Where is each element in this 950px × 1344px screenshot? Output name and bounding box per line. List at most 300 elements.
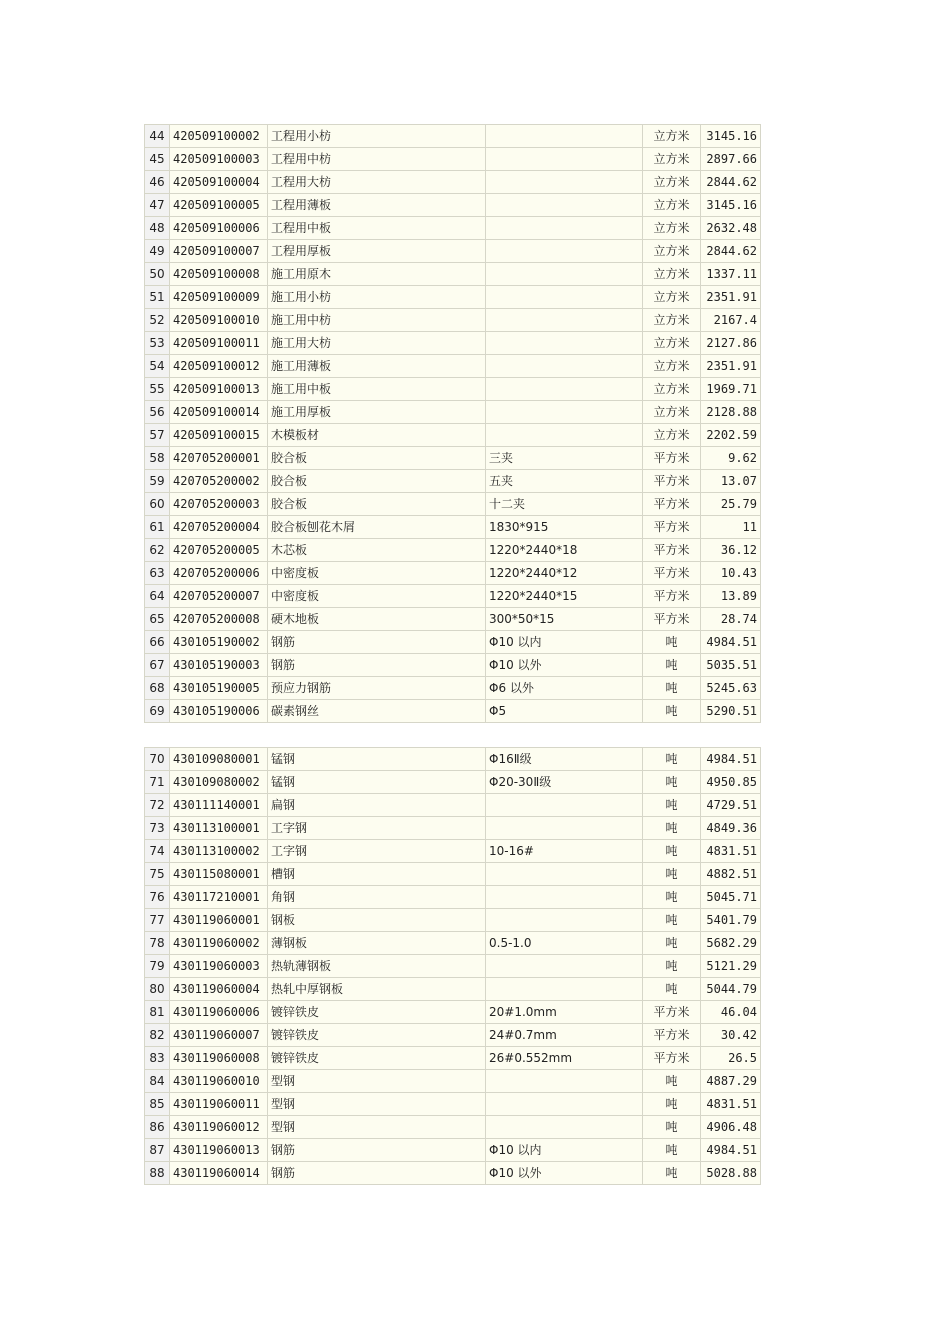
material-name: 施工用薄板 <box>268 355 486 378</box>
material-name: 钢板 <box>268 909 486 932</box>
row-number: 45 <box>145 148 170 171</box>
material-name: 镀锌铁皮 <box>268 1024 486 1047</box>
material-code: 430115080001 <box>170 863 268 886</box>
material-spec <box>486 332 643 355</box>
unit-price: 1337.11 <box>701 263 761 286</box>
unit-price: 3145.16 <box>701 125 761 148</box>
unit-price: 11 <box>701 516 761 539</box>
row-number: 54 <box>145 355 170 378</box>
unit-price: 30.42 <box>701 1024 761 1047</box>
material-name: 碳素钢丝 <box>268 700 486 723</box>
unit-price: 4984.51 <box>701 631 761 654</box>
unit-price: 9.62 <box>701 447 761 470</box>
table-row <box>145 608 761 631</box>
material-code: 430105190002 <box>170 631 268 654</box>
table-row <box>145 424 761 447</box>
material-code: 430105190005 <box>170 677 268 700</box>
row-number: 60 <box>145 493 170 516</box>
material-spec <box>486 794 643 817</box>
material-name: 中密度板 <box>268 585 486 608</box>
row-number: 57 <box>145 424 170 447</box>
material-spec: 10-16# <box>486 840 643 863</box>
unit: 立方米 <box>643 217 701 240</box>
table-body <box>145 125 761 723</box>
material-code: 430119060002 <box>170 932 268 955</box>
material-name: 锰钢 <box>268 748 486 771</box>
unit: 立方米 <box>643 332 701 355</box>
material-name: 型钢 <box>268 1093 486 1116</box>
material-spec: Φ10 以外 <box>486 1162 643 1185</box>
row-number: 61 <box>145 516 170 539</box>
material-name: 工字钢 <box>268 817 486 840</box>
table-row <box>145 794 761 817</box>
table-row <box>145 1162 761 1185</box>
row-number: 86 <box>145 1116 170 1139</box>
material-spec: 1220*2440*18 <box>486 539 643 562</box>
material-name: 施工用小枋 <box>268 286 486 309</box>
material-name: 胶合板刨花木屑 <box>268 516 486 539</box>
unit: 吨 <box>643 794 701 817</box>
unit: 吨 <box>643 771 701 794</box>
table-row <box>145 1024 761 1047</box>
material-name: 工程用中板 <box>268 217 486 240</box>
unit-price: 2897.66 <box>701 148 761 171</box>
unit-price: 2167.4 <box>701 309 761 332</box>
unit-price: 4882.51 <box>701 863 761 886</box>
material-code: 430109080002 <box>170 771 268 794</box>
material-code: 430117210001 <box>170 886 268 909</box>
unit-price: 2202.59 <box>701 424 761 447</box>
unit: 立方米 <box>643 309 701 332</box>
material-spec <box>486 401 643 424</box>
material-name: 镀锌铁皮 <box>268 1001 486 1024</box>
material-spec: Φ10 以内 <box>486 1139 643 1162</box>
material-name: 硬木地板 <box>268 608 486 631</box>
table-row <box>145 194 761 217</box>
row-number: 68 <box>145 677 170 700</box>
material-name: 工程用厚板 <box>268 240 486 263</box>
table-row <box>145 401 761 424</box>
unit-price: 4906.48 <box>701 1116 761 1139</box>
unit-price: 5035.51 <box>701 654 761 677</box>
row-number: 83 <box>145 1047 170 1070</box>
material-spec <box>486 1093 643 1116</box>
table-row <box>145 909 761 932</box>
material-spec: 1830*915 <box>486 516 643 539</box>
unit-price: 5121.29 <box>701 955 761 978</box>
table-row <box>145 562 761 585</box>
material-code: 430113100002 <box>170 840 268 863</box>
material-name: 钢筋 <box>268 654 486 677</box>
table-row <box>145 263 761 286</box>
material-spec: Φ10 以外 <box>486 654 643 677</box>
material-code: 420509100014 <box>170 401 268 424</box>
unit: 吨 <box>643 978 701 1001</box>
row-number: 78 <box>145 932 170 955</box>
material-code: 430119060012 <box>170 1116 268 1139</box>
material-name: 型钢 <box>268 1116 486 1139</box>
unit: 平方米 <box>643 516 701 539</box>
unit-price: 4950.85 <box>701 771 761 794</box>
material-name: 施工用大枋 <box>268 332 486 355</box>
unit: 吨 <box>643 654 701 677</box>
unit: 立方米 <box>643 194 701 217</box>
material-spec: 20#1.0mm <box>486 1001 643 1024</box>
unit-price: 2127.86 <box>701 332 761 355</box>
table-row <box>145 748 761 771</box>
table-row <box>145 1139 761 1162</box>
material-name: 薄钢板 <box>268 932 486 955</box>
table-row <box>145 355 761 378</box>
material-code: 430105190006 <box>170 700 268 723</box>
material-name: 胶合板 <box>268 447 486 470</box>
material-spec <box>486 378 643 401</box>
row-number: 66 <box>145 631 170 654</box>
row-number: 73 <box>145 817 170 840</box>
unit-price: 46.04 <box>701 1001 761 1024</box>
unit: 立方米 <box>643 424 701 447</box>
material-name: 热轧中厚钢板 <box>268 978 486 1001</box>
unit: 平方米 <box>643 493 701 516</box>
table-row <box>145 771 761 794</box>
unit: 立方米 <box>643 286 701 309</box>
material-name: 扁钢 <box>268 794 486 817</box>
unit: 吨 <box>643 1070 701 1093</box>
table-row <box>145 217 761 240</box>
material-spec <box>486 309 643 332</box>
material-spec: Φ5 <box>486 700 643 723</box>
unit: 吨 <box>643 748 701 771</box>
material-spec: Φ6 以外 <box>486 677 643 700</box>
row-number: 88 <box>145 1162 170 1185</box>
row-number: 50 <box>145 263 170 286</box>
table-row <box>145 863 761 886</box>
unit-price: 5028.88 <box>701 1162 761 1185</box>
material-name: 木芯板 <box>268 539 486 562</box>
unit: 平方米 <box>643 608 701 631</box>
material-code: 420509100008 <box>170 263 268 286</box>
material-name: 钢筋 <box>268 631 486 654</box>
table-row <box>145 886 761 909</box>
table-row <box>145 1070 761 1093</box>
material-spec: 0.5-1.0 <box>486 932 643 955</box>
material-code: 430105190003 <box>170 654 268 677</box>
material-name: 木模板材 <box>268 424 486 447</box>
row-number: 80 <box>145 978 170 1001</box>
row-number: 52 <box>145 309 170 332</box>
unit-price: 5245.63 <box>701 677 761 700</box>
material-spec <box>486 240 643 263</box>
material-code: 430119060004 <box>170 978 268 1001</box>
unit: 吨 <box>643 700 701 723</box>
material-spec <box>486 171 643 194</box>
unit-price: 4984.51 <box>701 1139 761 1162</box>
unit: 立方米 <box>643 240 701 263</box>
unit: 平方米 <box>643 562 701 585</box>
material-spec <box>486 263 643 286</box>
unit: 吨 <box>643 886 701 909</box>
material-code: 420509100004 <box>170 171 268 194</box>
table-row <box>145 1116 761 1139</box>
material-name: 工字钢 <box>268 840 486 863</box>
unit: 立方米 <box>643 401 701 424</box>
row-number: 56 <box>145 401 170 424</box>
material-spec <box>486 886 643 909</box>
row-number: 67 <box>145 654 170 677</box>
unit: 吨 <box>643 631 701 654</box>
material-spec: 五夹 <box>486 470 643 493</box>
material-code: 420509100013 <box>170 378 268 401</box>
unit-price: 28.74 <box>701 608 761 631</box>
unit-price: 3145.16 <box>701 194 761 217</box>
row-number: 48 <box>145 217 170 240</box>
unit: 立方米 <box>643 355 701 378</box>
material-code: 430119060001 <box>170 909 268 932</box>
table-row <box>145 840 761 863</box>
unit: 立方米 <box>643 171 701 194</box>
table-row <box>145 539 761 562</box>
unit: 立方米 <box>643 148 701 171</box>
unit: 吨 <box>643 840 701 863</box>
row-number: 87 <box>145 1139 170 1162</box>
material-code: 420509100010 <box>170 309 268 332</box>
row-number: 76 <box>145 886 170 909</box>
unit-price: 25.79 <box>701 493 761 516</box>
unit-price: 4729.51 <box>701 794 761 817</box>
table-row <box>145 332 761 355</box>
material-name: 施工用原木 <box>268 263 486 286</box>
unit-price: 5682.29 <box>701 932 761 955</box>
material-code: 430109080001 <box>170 748 268 771</box>
table-row <box>145 286 761 309</box>
unit: 吨 <box>643 955 701 978</box>
unit: 吨 <box>643 863 701 886</box>
price-table-bottom <box>144 747 761 1185</box>
unit-price: 5045.71 <box>701 886 761 909</box>
unit-price: 13.89 <box>701 585 761 608</box>
row-number: 53 <box>145 332 170 355</box>
material-spec: 三夹 <box>486 447 643 470</box>
material-spec <box>486 125 643 148</box>
unit-price: 36.12 <box>701 539 761 562</box>
material-name: 钢筋 <box>268 1162 486 1185</box>
material-spec: 十二夹 <box>486 493 643 516</box>
material-code: 420509100002 <box>170 125 268 148</box>
row-number: 75 <box>145 863 170 886</box>
unit: 平方米 <box>643 447 701 470</box>
table-row <box>145 470 761 493</box>
unit: 平方米 <box>643 1047 701 1070</box>
material-name: 槽钢 <box>268 863 486 886</box>
unit: 吨 <box>643 909 701 932</box>
material-code: 430119060014 <box>170 1162 268 1185</box>
row-number: 74 <box>145 840 170 863</box>
unit: 平方米 <box>643 585 701 608</box>
material-code: 420509100006 <box>170 217 268 240</box>
table-row <box>145 585 761 608</box>
row-number: 85 <box>145 1093 170 1116</box>
table-row <box>145 654 761 677</box>
material-code: 420509100009 <box>170 286 268 309</box>
material-spec <box>486 863 643 886</box>
material-code: 420705200008 <box>170 608 268 631</box>
price-table-top <box>144 124 761 723</box>
unit: 吨 <box>643 677 701 700</box>
material-spec: 24#0.7mm <box>486 1024 643 1047</box>
material-code: 420705200003 <box>170 493 268 516</box>
unit-price: 1969.71 <box>701 378 761 401</box>
table-row <box>145 955 761 978</box>
unit-price: 13.07 <box>701 470 761 493</box>
row-number: 47 <box>145 194 170 217</box>
unit: 平方米 <box>643 470 701 493</box>
unit: 吨 <box>643 1139 701 1162</box>
row-number: 72 <box>145 794 170 817</box>
unit-price: 2844.62 <box>701 240 761 263</box>
material-code: 420705200006 <box>170 562 268 585</box>
material-code: 430119060006 <box>170 1001 268 1024</box>
material-spec <box>486 424 643 447</box>
row-number: 55 <box>145 378 170 401</box>
material-spec: 26#0.552mm <box>486 1047 643 1070</box>
material-name: 胶合板 <box>268 493 486 516</box>
material-code: 420509100005 <box>170 194 268 217</box>
material-name: 中密度板 <box>268 562 486 585</box>
unit: 平方米 <box>643 1001 701 1024</box>
unit: 立方米 <box>643 263 701 286</box>
row-number: 59 <box>145 470 170 493</box>
unit: 吨 <box>643 1093 701 1116</box>
material-code: 430119060007 <box>170 1024 268 1047</box>
material-code: 430119060011 <box>170 1093 268 1116</box>
material-name: 施工用中枋 <box>268 309 486 332</box>
row-number: 51 <box>145 286 170 309</box>
unit-price: 4984.51 <box>701 748 761 771</box>
material-name: 施工用厚板 <box>268 401 486 424</box>
table-row <box>145 125 761 148</box>
table-row <box>145 378 761 401</box>
material-code: 420509100015 <box>170 424 268 447</box>
row-number: 84 <box>145 1070 170 1093</box>
material-spec <box>486 148 643 171</box>
material-code: 420509100003 <box>170 148 268 171</box>
table-row <box>145 148 761 171</box>
material-code: 430111140001 <box>170 794 268 817</box>
material-code: 420705200001 <box>170 447 268 470</box>
material-name: 工程用大枋 <box>268 171 486 194</box>
unit-price: 4849.36 <box>701 817 761 840</box>
unit-price: 2632.48 <box>701 217 761 240</box>
table-row <box>145 1001 761 1024</box>
row-number: 64 <box>145 585 170 608</box>
material-code: 420705200004 <box>170 516 268 539</box>
unit-price: 2128.88 <box>701 401 761 424</box>
material-name: 施工用中板 <box>268 378 486 401</box>
table-row <box>145 1047 761 1070</box>
unit: 立方米 <box>643 378 701 401</box>
material-spec <box>486 1116 643 1139</box>
material-spec <box>486 355 643 378</box>
unit-price: 2844.62 <box>701 171 761 194</box>
material-code: 430119060013 <box>170 1139 268 1162</box>
row-number: 58 <box>145 447 170 470</box>
row-number: 44 <box>145 125 170 148</box>
material-spec <box>486 194 643 217</box>
material-name: 角钢 <box>268 886 486 909</box>
table-row <box>145 240 761 263</box>
material-code: 430119060008 <box>170 1047 268 1070</box>
table-row <box>145 631 761 654</box>
row-number: 71 <box>145 771 170 794</box>
unit: 吨 <box>643 932 701 955</box>
unit-price: 4831.51 <box>701 1093 761 1116</box>
table-row <box>145 677 761 700</box>
row-number: 63 <box>145 562 170 585</box>
table-row <box>145 447 761 470</box>
unit-price: 2351.91 <box>701 355 761 378</box>
material-name: 型钢 <box>268 1070 486 1093</box>
material-code: 420705200005 <box>170 539 268 562</box>
row-number: 69 <box>145 700 170 723</box>
table-row <box>145 516 761 539</box>
table-body <box>145 748 761 1185</box>
unit-price: 5044.79 <box>701 978 761 1001</box>
unit: 吨 <box>643 1116 701 1139</box>
material-name: 胶合板 <box>268 470 486 493</box>
unit: 吨 <box>643 1162 701 1185</box>
unit: 吨 <box>643 817 701 840</box>
material-spec: Φ10 以内 <box>486 631 643 654</box>
table-row <box>145 932 761 955</box>
material-code: 420705200007 <box>170 585 268 608</box>
material-name: 工程用小枋 <box>268 125 486 148</box>
unit-price: 4887.29 <box>701 1070 761 1093</box>
material-spec: 300*50*15 <box>486 608 643 631</box>
row-number: 46 <box>145 171 170 194</box>
unit-price: 5401.79 <box>701 909 761 932</box>
material-name: 镀锌铁皮 <box>268 1047 486 1070</box>
material-name: 预应力钢筋 <box>268 677 486 700</box>
table-row <box>145 700 761 723</box>
table-row <box>145 493 761 516</box>
material-spec: 1220*2440*15 <box>486 585 643 608</box>
row-number: 79 <box>145 955 170 978</box>
material-code: 430119060010 <box>170 1070 268 1093</box>
material-code: 420509100011 <box>170 332 268 355</box>
unit-price: 5290.51 <box>701 700 761 723</box>
table-row <box>145 1093 761 1116</box>
row-number: 62 <box>145 539 170 562</box>
row-number: 70 <box>145 748 170 771</box>
row-number: 81 <box>145 1001 170 1024</box>
material-name: 锰钢 <box>268 771 486 794</box>
material-code: 420509100012 <box>170 355 268 378</box>
unit: 平方米 <box>643 539 701 562</box>
row-number: 65 <box>145 608 170 631</box>
unit-price: 10.43 <box>701 562 761 585</box>
row-number: 49 <box>145 240 170 263</box>
material-spec: Φ20-30Ⅱ级 <box>486 771 643 794</box>
material-spec <box>486 1070 643 1093</box>
material-spec <box>486 217 643 240</box>
material-spec: 1220*2440*12 <box>486 562 643 585</box>
material-code: 420509100007 <box>170 240 268 263</box>
material-code: 430119060003 <box>170 955 268 978</box>
table-row <box>145 817 761 840</box>
material-name: 热轨薄钢板 <box>268 955 486 978</box>
row-number: 82 <box>145 1024 170 1047</box>
material-spec <box>486 817 643 840</box>
